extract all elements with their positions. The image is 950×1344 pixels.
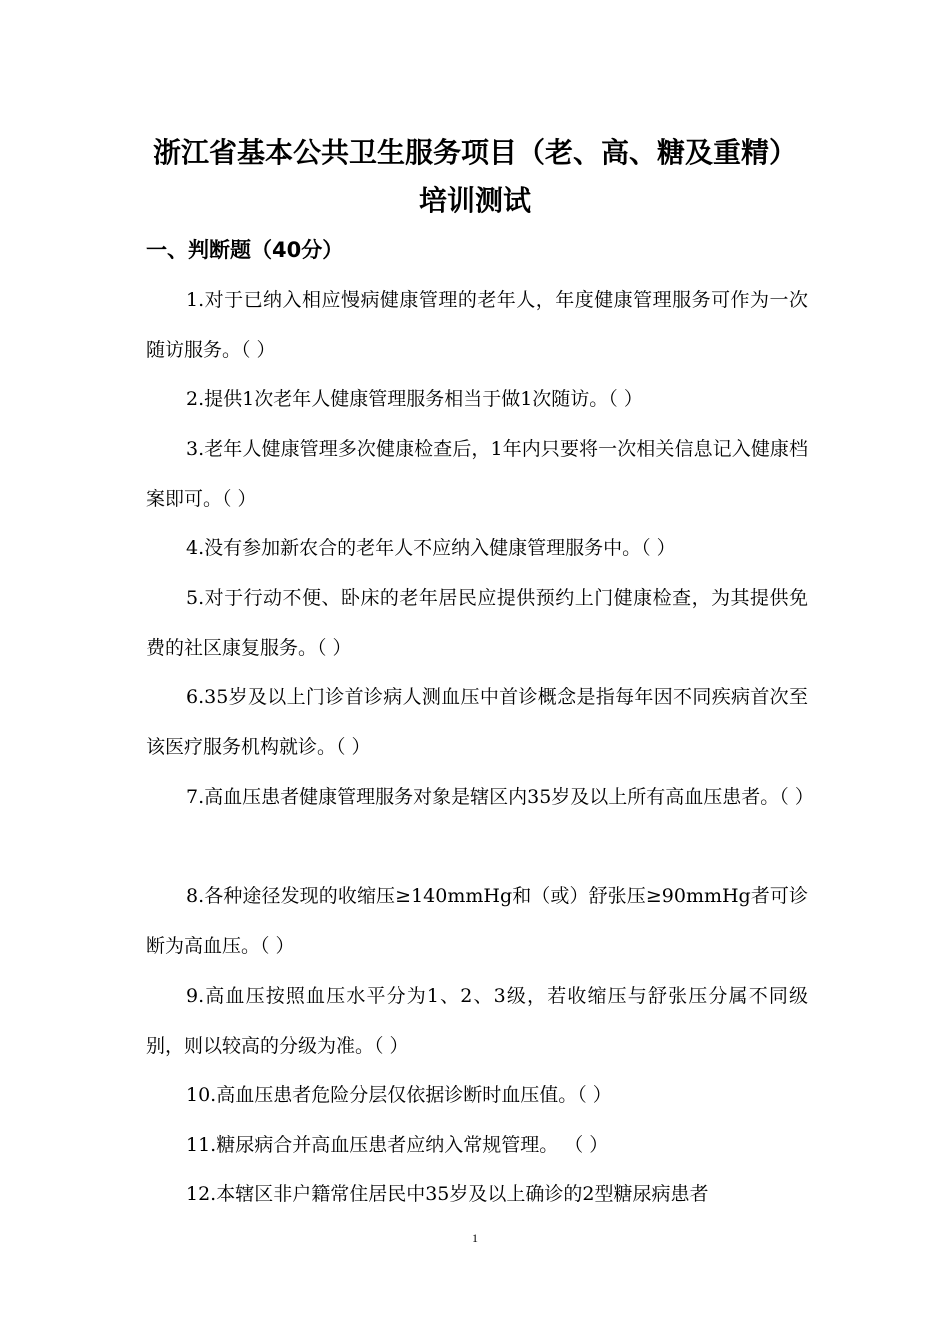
document-title-line1: 浙江省基本公共卫生服务项目（老、高、糖及重精）: [152, 136, 797, 169]
question-5: 5.对于行动不便、卧床的老年居民应提供预约上门健康检查，为其提供免费的社区康复服务。（ ）: [146, 587, 808, 659]
question-10: 10.高血压患者危险分层仅依据诊断时血压值。（ ）: [186, 1084, 612, 1106]
question-3: 3.老年人健康管理多次健康检查后，1年内只要将一次相关信息记入健康档案即可。（ ）: [146, 438, 808, 510]
question-2: 2.提供1次老年人健康管理服务相当于做1次随访。（ ）: [186, 388, 643, 410]
question-8: 8.各种途径发现的收缩压≥140mmHg和（或）舒张压≥90mmHg者可诊断为高血压。（ ）: [146, 885, 808, 957]
question-4: 4.没有参加新农合的老年人不应纳入健康管理服务中。（ ）: [186, 537, 676, 559]
question-1: 1.对于已纳入相应慢病健康管理的老年人，年度健康管理服务可作为一次随访服务。（ ）: [146, 289, 808, 361]
question-11: 11.糖尿病合并高血压患者应纳入常规管理。 （ ）: [186, 1134, 609, 1156]
page-number: 1: [472, 1231, 478, 1245]
question-12: 12.本辖区非户籍常住居民中35岁及以上确诊的2型糖尿病患者: [186, 1183, 709, 1205]
question-9: 9.高血压按照血压水平分为1、2、3级，若收缩压与舒张压分属不同级别，则以较高的分级为准。（ ）: [146, 985, 808, 1057]
question-7: 7.高血压患者健康管理服务对象是辖区内35岁及以上所有高血压患者。（ ）: [186, 786, 814, 808]
document-title-line2: 培训测试: [418, 184, 531, 217]
question-6: 6.35岁及以上门诊首诊病人测血压中首诊概念是指每年因不同疾病首次至该医疗服务机构就诊。（ ）: [146, 686, 808, 758]
section-heading: 一、判断题（40分）: [146, 238, 344, 262]
